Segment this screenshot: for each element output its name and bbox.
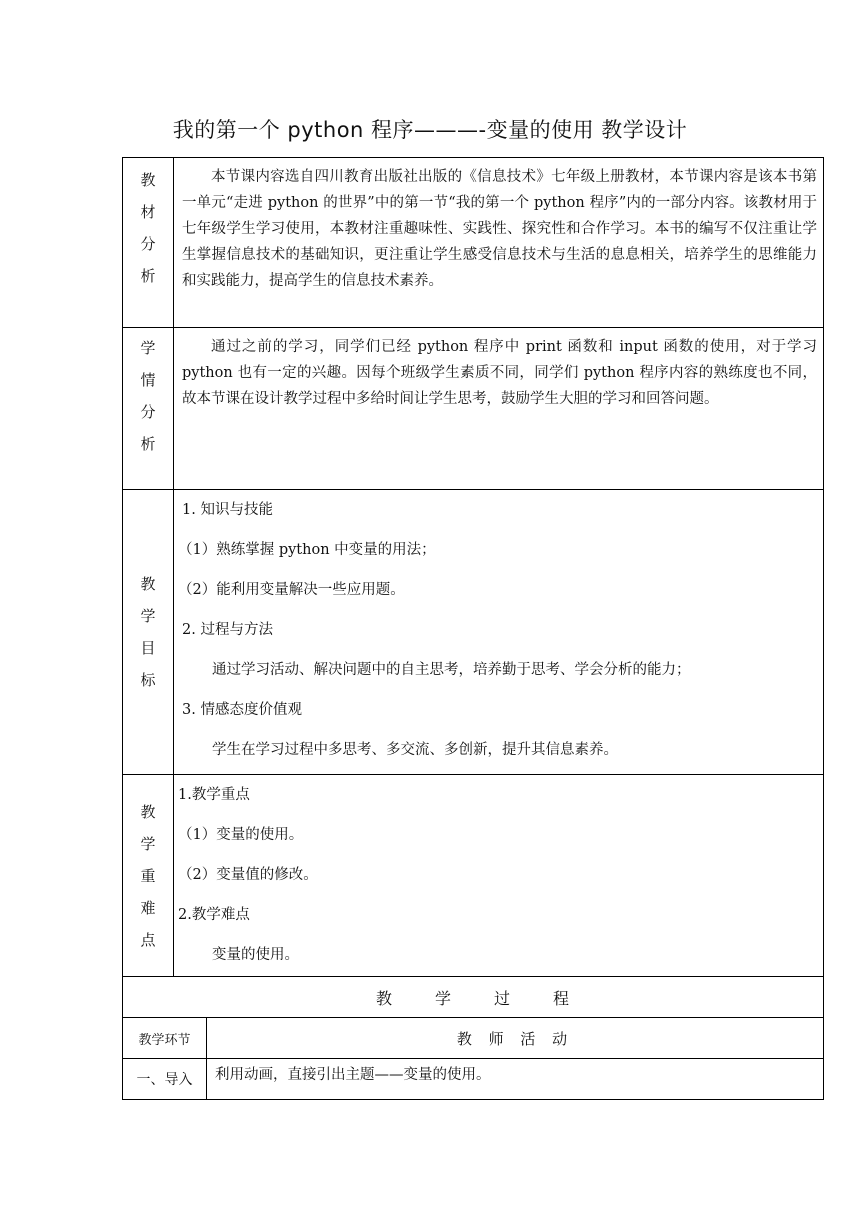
page-title: 我的第一个 python 程序———-变量的使用 教学设计 <box>172 118 688 142</box>
label-char: 学 <box>140 607 156 625</box>
keypoint-line: 2.教学难点 <box>178 907 250 923</box>
label-char: 重 <box>140 866 156 885</box>
section-content <box>174 490 823 774</box>
stage-cell: 一、导入 <box>123 1059 207 1099</box>
student-analysis-text: 通过之前的学习，同学们已经 python 程序中 print 函数和 input 函数的使用，对于学习 python 也有一定的兴趣。因每个班级学生素质不同，同学们 python 程序内容的熟练度也不同，故本节课在设计教学过程中多给时间让学生思考，鼓励学生大胆的学习和回答问题。 <box>182 339 817 407</box>
goal-line: 1. 知识与技能 <box>182 502 273 518</box>
label-char: 析 <box>140 267 156 285</box>
keypoint-line: （2）变量值的修改。 <box>178 867 318 883</box>
col-header-stage: 教学环节 <box>123 1018 207 1058</box>
section-student-analysis <box>123 328 823 490</box>
label-char: 点 <box>140 930 156 949</box>
section-key-points <box>123 775 823 977</box>
label-char: 教 <box>140 575 156 593</box>
heading-char: 学 <box>434 988 452 1008</box>
keypoint-line: （1）变量的使用。 <box>178 827 304 843</box>
label-char: 标 <box>140 671 156 689</box>
label-char: 教 <box>140 802 156 821</box>
heading-char: 程 <box>553 988 571 1008</box>
section-label <box>123 328 174 489</box>
section-label <box>123 490 174 774</box>
section-content <box>174 158 823 327</box>
label-char: 学 <box>140 339 156 357</box>
goal-line: 学生在学习过程中多思考、多交流、多创新，提升其信息素养。 <box>212 742 618 758</box>
label-char: 目 <box>140 639 156 657</box>
section-content <box>174 775 823 976</box>
goal-line: 2. 过程与方法 <box>182 622 273 638</box>
label-char: 分 <box>140 403 156 421</box>
label-char: 难 <box>140 898 156 917</box>
col-header-activity: 教 师 活 动 <box>456 1029 574 1048</box>
label-char: 材 <box>140 203 156 221</box>
section-teaching-goals <box>123 490 823 775</box>
section-textbook-analysis <box>123 158 823 328</box>
goal-line: 3. 情感态度价值观 <box>182 702 302 718</box>
label-char: 析 <box>140 435 156 453</box>
label-char: 教 <box>140 171 156 189</box>
lesson-plan-table <box>122 157 824 1100</box>
goal-line: （1）熟练掌握 python 中变量的用法； <box>178 542 436 558</box>
heading-char: 教 <box>375 988 393 1008</box>
goal-line: （2）能利用变量解决一些应用题。 <box>178 582 405 598</box>
process-header-row <box>123 1018 823 1059</box>
textbook-analysis-text: 本节课内容选自四川教育出版社出版的《信息技术》七年级上册教材，本节课内容是该本书第一单元“走进 python 的世界”中的第一节“我的第一个 python 程序”内的一部分内容。该教材用于七年级学生学习使用，本教材注重趣味性、实践性、探究性和合作学习。本书的编写不仅注重让学生掌握信息技术的基础知识，更注重让学生感受信息技术与生活的息息相关，培养学生的思维能力和实践能力，提高学生的信息技术素养。 <box>182 169 817 289</box>
section-content <box>174 328 823 489</box>
process-row <box>123 1059 823 1099</box>
label-char: 分 <box>140 235 156 253</box>
heading-char: 过 <box>494 988 512 1008</box>
process-heading <box>123 977 823 1018</box>
label-char: 学 <box>140 834 156 853</box>
label-char: 情 <box>140 371 156 389</box>
section-label <box>123 158 174 327</box>
activity-cell: 利用动画，直接引出主题——变量的使用。 <box>215 1067 491 1083</box>
section-label <box>123 775 174 976</box>
keypoint-line: 变量的使用。 <box>212 947 299 963</box>
keypoint-line: 1.教学重点 <box>178 787 250 803</box>
goal-line: 通过学习活动、解决问题中的自主思考，培养勤于思考、学会分析的能力； <box>212 662 691 678</box>
